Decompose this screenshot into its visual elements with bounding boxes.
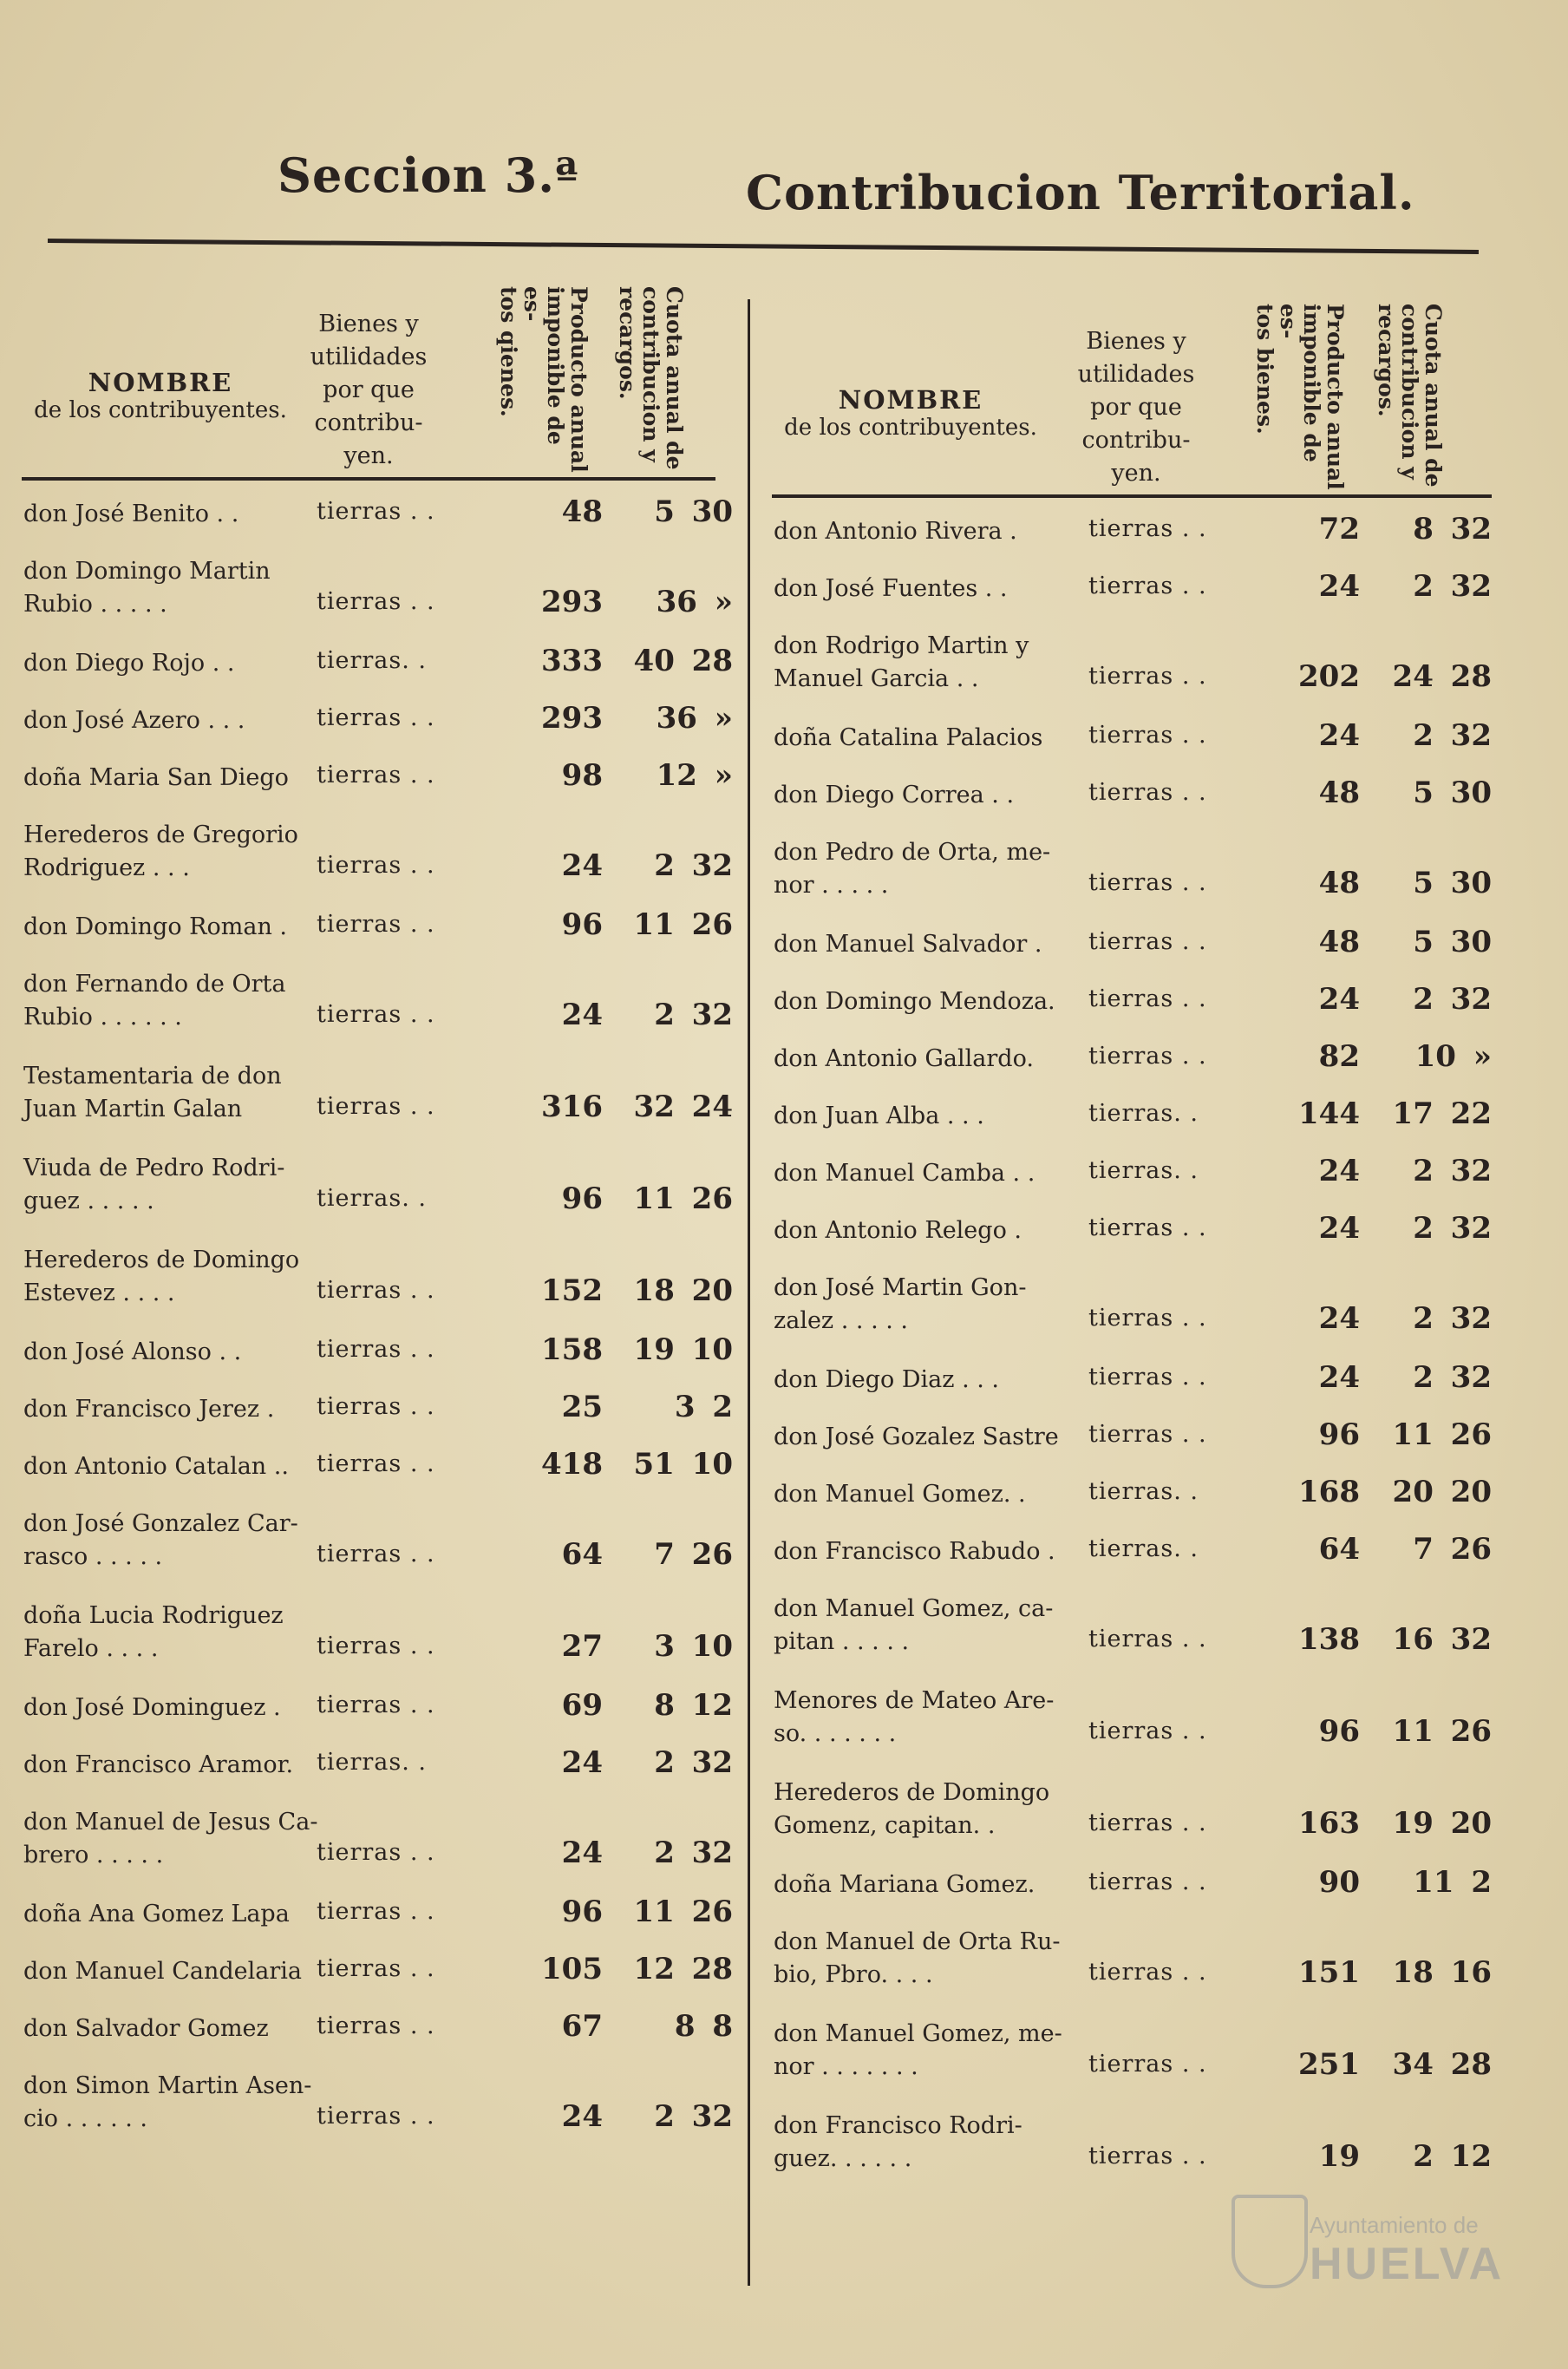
annual-quota: 19 20	[1392, 1806, 1492, 1841]
annual-quota: 2 32	[1413, 1154, 1492, 1188]
annual-quota: 5 30	[1413, 775, 1492, 810]
header-nombre	[772, 386, 1049, 442]
asset-type: tierras . .	[317, 1450, 435, 1477]
annual-product: 27	[561, 1629, 603, 1664]
annual-product: 24	[1318, 718, 1360, 753]
annual-product: 25	[561, 1390, 603, 1424]
table-row	[772, 2110, 1492, 2202]
asset-type: tierras. .	[1088, 1535, 1199, 1562]
annual-quota: 36 »	[656, 585, 733, 619]
asset-type: tierras. .	[1088, 1100, 1199, 1127]
annual-product: 64	[561, 1537, 603, 1572]
header-nombre	[22, 369, 299, 424]
contributor-name: don Diego Rojo . .	[23, 650, 235, 677]
contributor-name: don Manuel Gomez, ca- pitan . . . . .	[774, 1595, 1054, 1655]
annual-quota: 17 22	[1392, 1096, 1492, 1131]
contributor-name: don Pedro de Orta, me- nor . . . . .	[774, 839, 1051, 899]
annual-quota: 5 30	[654, 494, 733, 529]
annual-quota: 5 30	[1413, 925, 1492, 959]
table-row	[22, 1508, 733, 1600]
asset-type: tierras . .	[317, 911, 435, 938]
table-row	[22, 494, 733, 555]
contributor-name: don Domingo Martin Rubio . . . . .	[23, 558, 271, 618]
annual-product: 293	[541, 585, 603, 619]
asset-type: tierras . .	[1088, 1626, 1207, 1652]
asset-type: tierras . .	[1088, 1868, 1207, 1895]
annual-quota: 11 26	[633, 907, 733, 942]
table-row	[772, 512, 1492, 573]
table-row	[772, 1475, 1492, 1535]
annual-quota: 2 32	[1413, 1301, 1492, 1336]
contributor-name: don José Martin Gon- zalez . . . . .	[774, 1274, 1027, 1334]
annual-quota: 8 12	[654, 1688, 733, 1723]
annual-quota: 24 28	[1392, 659, 1492, 694]
asset-type: tierras . .	[317, 1093, 435, 1120]
table-row	[772, 1272, 1492, 1364]
asset-type: tierras . .	[317, 1277, 435, 1304]
annual-product: 152	[541, 1273, 603, 1308]
table-row	[772, 718, 1492, 779]
annual-product: 48	[1318, 925, 1360, 959]
table-row	[22, 701, 733, 762]
annual-product: 105	[541, 1952, 603, 1986]
asset-type: tierras . .	[317, 588, 435, 615]
annual-quota: 3 2	[674, 1390, 733, 1424]
annual-product: 158	[541, 1332, 603, 1367]
annual-quota: 5 30	[1413, 866, 1492, 900]
asset-type: tierras . .	[1088, 2051, 1207, 2078]
table-row	[22, 1244, 733, 1336]
header-nombre-title: NOMBRE	[88, 368, 233, 397]
table-row	[772, 1039, 1492, 1100]
annual-quota: 10 »	[1414, 1039, 1492, 1074]
contributor-name: don José Fuentes . .	[774, 575, 1008, 602]
annual-quota: 16 32	[1392, 1622, 1492, 1657]
table-row	[22, 1390, 733, 1450]
annual-quota: 40 28	[633, 644, 733, 678]
table-row	[22, 1745, 733, 1806]
contributor-name: doña Catalina Palacios	[774, 724, 1043, 751]
asset-type: tierras. .	[317, 647, 427, 674]
annual-quota: 2 32	[654, 848, 733, 883]
asset-type: tierras . .	[317, 1692, 435, 1718]
contributor-name: don Domingo Roman .	[23, 913, 288, 940]
table-row	[772, 1593, 1492, 1685]
table-row	[22, 758, 733, 819]
contributor-name: don José Benito . .	[23, 501, 239, 527]
annual-product: 24	[1318, 1360, 1360, 1395]
annual-quota: 8 8	[674, 2009, 733, 2044]
table-row	[772, 630, 1492, 722]
annual-product: 202	[1298, 659, 1360, 694]
asset-type: tierras . .	[1088, 1214, 1207, 1241]
annual-product: 96	[561, 907, 603, 942]
asset-type: tierras . .	[1088, 663, 1207, 690]
contributor-name: don Francisco Rodri- guez. . . . . .	[774, 2112, 1022, 2172]
table-row	[22, 907, 733, 968]
asset-type: tierras . .	[317, 852, 435, 879]
annual-quota: 2 32	[1413, 1360, 1492, 1395]
table-row	[22, 555, 733, 647]
annual-product: 19	[1318, 2139, 1360, 2174]
annual-product: 293	[541, 701, 603, 736]
annual-quota: 2 32	[654, 998, 733, 1032]
annual-product: 151	[1298, 1955, 1360, 1990]
annual-quota: 20 20	[1392, 1475, 1492, 1509]
table-row	[772, 775, 1492, 836]
annual-product: 72	[1318, 512, 1360, 546]
annual-quota: 12 »	[656, 758, 733, 793]
table-row	[22, 1152, 733, 1244]
asset-type: tierras . .	[317, 1541, 435, 1567]
annual-product: 96	[561, 1895, 603, 1929]
annual-quota: 2 32	[1413, 1211, 1492, 1246]
annual-quota: 18 16	[1392, 1955, 1492, 1990]
table-row	[772, 925, 1492, 985]
table-row	[772, 836, 1492, 928]
contributor-name: don Antonio Gallardo.	[774, 1045, 1034, 1072]
header-nombre-subtitle: de los contribuyentes.	[784, 415, 1037, 441]
contributor-name: don Francisco Jerez .	[23, 1396, 275, 1423]
table-row	[772, 1532, 1492, 1593]
asset-type: tierras . .	[1088, 1718, 1207, 1744]
annual-quota: 36 »	[656, 701, 733, 736]
header-bienes: Bienes y utilidades por que contribu- yen.	[310, 311, 428, 469]
contributor-name: don José Gozalez Sastre	[774, 1423, 1059, 1450]
annual-product: 251	[1298, 2047, 1360, 2082]
contributor-name: doña Maria San Diego	[23, 764, 289, 791]
header-nombre-title: NOMBRE	[838, 385, 983, 415]
annual-quota: 11 26	[1392, 1714, 1492, 1749]
annual-product: 69	[561, 1688, 603, 1723]
annual-product: 24	[561, 2099, 603, 2134]
stamp-line-1: Ayuntamiento de	[1310, 2212, 1479, 2238]
contributor-name: doña Mariana Gomez.	[774, 1871, 1036, 1898]
annual-product: 333	[541, 644, 603, 678]
table-row	[22, 1600, 733, 1692]
annual-product: 90	[1318, 1865, 1360, 1900]
annual-quota: 7 26	[654, 1537, 733, 1572]
asset-type: tierras . .	[1088, 1421, 1207, 1448]
contributor-name: don Salvador Gomez	[23, 2015, 269, 2042]
archive-stamp	[1232, 2195, 1518, 2359]
left-table	[22, 252, 733, 2134]
table-row	[22, 1688, 733, 1749]
annual-quota: 34 28	[1392, 2047, 1492, 2082]
table-row	[22, 968, 733, 1060]
asset-type: tierras . .	[1088, 722, 1207, 749]
annual-product: 96	[1318, 1417, 1360, 1452]
contributor-name: Menores de Mateo Are- so. . . . . . .	[774, 1687, 1055, 1747]
table-row	[22, 2070, 733, 2162]
asset-type: tierras . .	[317, 1001, 435, 1028]
asset-type: tierras . .	[317, 498, 435, 525]
contributor-name: don Diego Correa . .	[774, 782, 1015, 808]
annual-product: 24	[1318, 1154, 1360, 1188]
contributor-name: don Manuel de Jesus Ca- brero . . . . .	[23, 1809, 318, 1868]
asset-type: tierras . .	[1088, 1305, 1207, 1332]
annual-product: 48	[1318, 866, 1360, 900]
contributor-name: don Manuel Camba . .	[774, 1160, 1036, 1187]
annual-quota: 32 24	[633, 1090, 733, 1124]
annual-product: 67	[561, 2009, 603, 2044]
header-producto: Producto anual imponible de es- tos qienes.	[496, 286, 591, 473]
annual-product: 24	[1318, 569, 1360, 604]
annual-quota: 19 10	[633, 1332, 733, 1367]
annual-product: 82	[1318, 1039, 1360, 1074]
annual-product: 163	[1298, 1806, 1360, 1841]
asset-type: tierras . .	[1088, 1959, 1207, 1986]
annual-product: 24	[1318, 1211, 1360, 1246]
contributor-name: don Fernando de Orta Rubio . . . . . .	[23, 971, 286, 1031]
annual-quota: 2 32	[654, 1745, 733, 1780]
contributor-name: doña Lucia Rodriguez Farelo . . . .	[23, 1602, 284, 1662]
annual-product: 24	[561, 848, 603, 883]
annual-product: 418	[541, 1447, 603, 1482]
asset-type: tierras . .	[1088, 1809, 1207, 1836]
annual-quota: 11 2	[1413, 1865, 1492, 1900]
table-row	[22, 1060, 733, 1152]
annual-product: 24	[561, 998, 603, 1032]
left-table-header	[22, 252, 715, 481]
asset-type: tierras. .	[317, 1749, 427, 1776]
contributor-name: Herederos de Domingo Estevez . . . .	[23, 1247, 300, 1306]
asset-type: tierras . .	[317, 1898, 435, 1925]
asset-type: tierras . .	[1088, 869, 1207, 896]
contributor-name: don Antonio Catalan ..	[23, 1453, 289, 1480]
asset-type: tierras . .	[1088, 573, 1207, 599]
asset-type: tierras . .	[1088, 1043, 1207, 1070]
annual-quota: 2 32	[654, 1836, 733, 1870]
contributor-name: don Manuel Gomez, me- nor . . . . . . .	[774, 2020, 1062, 2080]
annual-quota: 2 32	[1413, 982, 1492, 1017]
annual-product: 168	[1298, 1475, 1360, 1509]
asset-type: tierras . .	[317, 1633, 435, 1659]
contributor-name: Herederos de Gregorio Rodriguez . . .	[23, 821, 298, 881]
table-row	[772, 1685, 1492, 1777]
annual-product: 48	[1318, 775, 1360, 810]
contributor-name: don Domingo Mendoza.	[774, 988, 1055, 1015]
table-row	[772, 1777, 1492, 1868]
contributor-name: Viuda de Pedro Rodri- guez . . . . .	[23, 1155, 285, 1214]
asset-type: tierras . .	[317, 762, 435, 789]
column-divider	[748, 299, 750, 2286]
contributor-name: don José Dominguez .	[23, 1694, 281, 1721]
table-row	[772, 1417, 1492, 1478]
table-row	[772, 569, 1492, 630]
table-row	[772, 1096, 1492, 1157]
asset-type: tierras . .	[317, 2103, 435, 2130]
annual-product: 48	[561, 494, 603, 529]
asset-type: tierras. .	[1088, 1157, 1199, 1184]
annual-quota: 8 32	[1413, 512, 1492, 546]
table-row	[22, 1895, 733, 1955]
table-row	[772, 1211, 1492, 1272]
table-row	[22, 644, 733, 704]
annual-product: 24	[1318, 982, 1360, 1017]
table-row	[772, 1926, 1492, 2018]
header-nombre-subtitle: de los contribuyentes.	[34, 397, 287, 423]
annual-quota: 11 26	[633, 1181, 733, 1216]
annual-product: 24	[1318, 1301, 1360, 1336]
asset-type: tierras . .	[1088, 928, 1207, 955]
asset-type: tierras . .	[1088, 2143, 1207, 2169]
annual-product: 64	[1318, 1532, 1360, 1567]
contributor-name: don Manuel Candelaria	[23, 1958, 303, 1985]
contributor-name: doña Ana Gomez Lapa	[23, 1901, 290, 1927]
header-producto: Producto anual imponible de es- tos bienes.	[1252, 304, 1348, 490]
annual-product: 98	[561, 758, 603, 793]
asset-type: tierras . .	[317, 704, 435, 731]
annual-product: 24	[561, 1745, 603, 1780]
annual-quota: 11 26	[1392, 1417, 1492, 1452]
annual-product: 96	[1318, 1714, 1360, 1749]
table-row	[772, 2018, 1492, 2110]
contributor-name: don Francisco Rabudo .	[774, 1538, 1055, 1565]
contributor-name: don Antonio Relego .	[774, 1217, 1022, 1244]
section-title: Seccion 3.ª	[278, 147, 579, 203]
annual-quota: 2 32	[1413, 569, 1492, 604]
asset-type: tierras . .	[317, 1839, 435, 1866]
asset-type: tierras . .	[1088, 515, 1207, 542]
annual-product: 144	[1298, 1096, 1360, 1131]
annual-quota: 7 26	[1413, 1532, 1492, 1567]
contributor-name: Herederos de Domingo Gomenz, capitan. .	[774, 1779, 1050, 1839]
table-row	[22, 1447, 733, 1508]
annual-quota: 12 28	[633, 1952, 733, 1986]
asset-type: tierras . .	[317, 2012, 435, 2039]
table-row	[772, 982, 1492, 1043]
table-row	[772, 1154, 1492, 1214]
asset-type: tierras . .	[1088, 779, 1207, 806]
table-row	[22, 819, 733, 911]
contributor-name: don Manuel Gomez. .	[774, 1481, 1026, 1508]
header-cuota: Cuota anual de contribucion y recargos.	[615, 286, 687, 470]
stamp-line-2: HUELVA	[1310, 2239, 1505, 2289]
annual-quota: 18 20	[633, 1273, 733, 1308]
annual-product: 96	[561, 1181, 603, 1216]
annual-quota: 2 32	[1413, 718, 1492, 753]
asset-type: tierras . .	[317, 1955, 435, 1982]
annual-quota: 11 26	[633, 1895, 733, 1929]
header-cuota: Cuota anual de contribucion y recargos.	[1374, 304, 1446, 488]
contributor-name: don Manuel Salvador .	[774, 931, 1042, 958]
contributor-name: don Simon Martin Asen- cio . . . . . .	[23, 2072, 312, 2132]
table-row	[772, 1360, 1492, 1421]
contributor-name: don Diego Diaz . . .	[774, 1366, 999, 1393]
table-row	[22, 2009, 733, 2070]
asset-type: tierras . .	[1088, 985, 1207, 1012]
asset-type: tierras . .	[317, 1393, 435, 1420]
annual-quota: 51 10	[633, 1447, 733, 1482]
contributor-name: Testamentaria de don Juan Martin Galan	[23, 1063, 282, 1122]
contributor-name: don Antonio Rivera .	[774, 518, 1017, 545]
table-row	[22, 1806, 733, 1898]
asset-type: tierras. .	[317, 1185, 427, 1212]
table-row	[772, 1865, 1492, 1926]
contributor-name: don José Gonzalez Car- rasco . . . . .	[23, 1510, 298, 1570]
table-row	[22, 1952, 733, 2012]
annual-product: 138	[1298, 1622, 1360, 1657]
asset-type: tierras. .	[1088, 1478, 1199, 1505]
contributor-name: don Juan Alba . . .	[774, 1103, 984, 1129]
asset-type: tierras . .	[317, 1336, 435, 1363]
annual-product: 316	[541, 1090, 603, 1124]
contributor-name: don Manuel de Orta Ru- bio, Pbro. . . .	[774, 1928, 1061, 1988]
coat-of-arms-icon	[1232, 2195, 1308, 2288]
contributor-name: don Francisco Aramor.	[23, 1751, 294, 1778]
right-table	[772, 269, 1492, 2174]
contributor-name: don José Azero . . .	[23, 707, 245, 734]
table-row	[22, 1332, 733, 1393]
right-table-header	[772, 269, 1492, 498]
contributor-name: don José Alonso . .	[23, 1338, 242, 1365]
annual-product: 24	[561, 1836, 603, 1870]
annual-quota: 3 10	[654, 1629, 733, 1664]
annual-quota: 2 12	[1413, 2139, 1492, 2174]
header-bienes: Bienes y utilidades por que contribu- yen.	[1077, 328, 1195, 487]
annual-quota: 2 32	[654, 2099, 733, 2134]
page-title: Contribucion Territorial.	[746, 165, 1415, 220]
asset-type: tierras . .	[1088, 1364, 1207, 1391]
contributor-name: don Rodrigo Martin y Manuel Garcia . .	[774, 632, 1029, 692]
